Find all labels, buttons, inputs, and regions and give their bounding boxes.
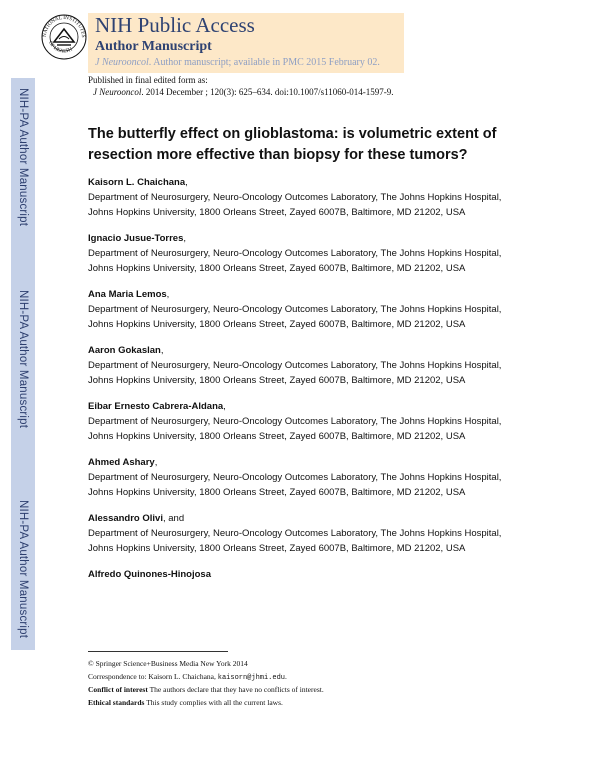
nih-logo-icon	[40, 8, 88, 66]
author-affiliation: Department of Neurosurgery, Neuro-Oncology Outcomes Laboratory, The Johns Hopkins Hospital, Johns Hopkins University, 1800 Orleans Street, Zayed 6007B, Baltimore, MD 21202, USA	[88, 472, 502, 498]
author-entry: Ahmed Ashary, Department of Neurosurgery, Neuro-Oncology Outcomes Laboratory, The Johns Hopkins Hospital, Johns Hopkins University, 1800 Orleans Street, Zayed 6007B, Baltimore, MD 21202, USA	[88, 457, 502, 498]
author-entry: Alfredo Quinones-Hinojosa	[88, 569, 211, 580]
logo-ring-bottom: OF HEALTH	[47, 40, 74, 55]
author-entry: Kaisorn L. Chaichana, Department of Neurosurgery, Neuro-Oncology Outcomes Laboratory, The Johns Hopkins Hospital, Johns Hopkins University, 1800 Orleans Street, Zayed 6007B, Baltimore, MD 21202, USA	[88, 177, 502, 218]
header-title: NIH Public Access	[95, 13, 255, 37]
conflict-note: Conflict of interest The authors declare that they have no conflicts of interest.	[88, 685, 324, 694]
published-label: Published in final edited form as:	[88, 75, 208, 85]
svg-text:NATIONAL INSTITUTES	[42, 15, 86, 38]
author-affiliation: Department of Neurosurgery, Neuro-Oncology Outcomes Laboratory, The Johns Hopkins Hospital, Johns Hopkins University, 1800 Orleans Street, Zayed 6007B, Baltimore, MD 21202, USA	[88, 360, 502, 386]
author-affiliation: Department of Neurosurgery, Neuro-Oncology Outcomes Laboratory, The Johns Hopkins Hospital, Johns Hopkins University, 1800 Orleans Street, Zayed 6007B, Baltimore, MD 21202, USA	[88, 304, 502, 330]
author-entry: Aaron Gokaslan, Department of Neurosurgery, Neuro-Oncology Outcomes Laboratory, The Johns Hopkins Hospital, Johns Hopkins University, 1800 Orleans Street, Zayed 6007B, Baltimore, MD 21202, USA	[88, 345, 502, 386]
footnote-divider	[88, 651, 228, 652]
author-entry: Alessandro Olivi, and Department of Neurosurgery, Neuro-Oncology Outcomes Laboratory, The Johns Hopkins Hospital, Johns Hopkins University, 1800 Orleans Street, Zayed 6007B, Baltimore, MD 21202, USA	[88, 513, 502, 554]
article-title: The butterfly effect on glioblastoma: is volumetric extent of resection more effective than biopsy for these tumors?	[88, 126, 497, 163]
author-entry: Ana Maria Lemos, Department of Neurosurgery, Neuro-Oncology Outcomes Laboratory, The Johns Hopkins Hospital, Johns Hopkins University, 1800 Orleans Street, Zayed 6007B, Baltimore, MD 21202, USA	[88, 289, 502, 330]
copyright-note: © Springer Science+Business Media New York 2014	[88, 659, 248, 668]
author-affiliation: Department of Neurosurgery, Neuro-Oncology Outcomes Laboratory, The Johns Hopkins Hospital, Johns Hopkins University, 1800 Orleans Street, Zayed 6007B, Baltimore, MD 21202, USA	[88, 528, 502, 554]
author-entry: Ignacio Jusue-Torres, Department of Neurosurgery, Neuro-Oncology Outcomes Laboratory, The Johns Hopkins Hospital, Johns Hopkins University, 1800 Orleans Street, Zayed 6007B, Baltimore, MD 21202, USA	[88, 233, 502, 274]
citation: J Neurooncol. 2014 December ; 120(3): 625–634. doi:10.1007/s11060-014-1597-9.	[93, 87, 394, 97]
sidebar: NIH-PA Author Manuscript NIH-PA Author Manuscript NIH-PA Author Manuscript	[0, 0, 38, 776]
author-entry: Eibar Ernesto Cabrera-Aldana, Department of Neurosurgery, Neuro-Oncology Outcomes Laboratory, The Johns Hopkins Hospital, Johns Hopkins University, 1800 Orleans Street, Zayed 6007B, Baltimore, MD 21202, USA	[88, 401, 502, 442]
ethical-note: Ethical standards This study complies with all the current laws.	[88, 698, 283, 707]
author-affiliation: Department of Neurosurgery, Neuro-Oncology Outcomes Laboratory, The Johns Hopkins Hospital, Johns Hopkins University, 1800 Orleans Street, Zayed 6007B, Baltimore, MD 21202, USA	[88, 248, 502, 274]
logo-ring-top: NATIONAL INSTITUTES	[41, 14, 87, 38]
header-subtitle: Author Manuscript	[95, 39, 212, 54]
author-affiliation: Department of Neurosurgery, Neuro-Oncology Outcomes Laboratory, The Johns Hopkins Hospital, Johns Hopkins University, 1800 Orleans Street, Zayed 6007B, Baltimore, MD 21202, USA	[88, 192, 502, 218]
correspondence-note: Correspondence to: Kaisorn L. Chaichana, kaisorn@jhmi.edu.	[88, 672, 287, 682]
correspondence-email[interactable]: kaisorn@jhmi.edu	[217, 674, 285, 682]
header-availability: J Neurooncol. Author manuscript; available in PMC 2015 February 02.	[95, 57, 380, 68]
author-list	[88, 175, 528, 593]
author-affiliation: Department of Neurosurgery, Neuro-Oncology Outcomes Laboratory, The Johns Hopkins Hospital, Johns Hopkins University, 1800 Orleans Street, Zayed 6007B, Baltimore, MD 21202, USA	[88, 416, 502, 442]
